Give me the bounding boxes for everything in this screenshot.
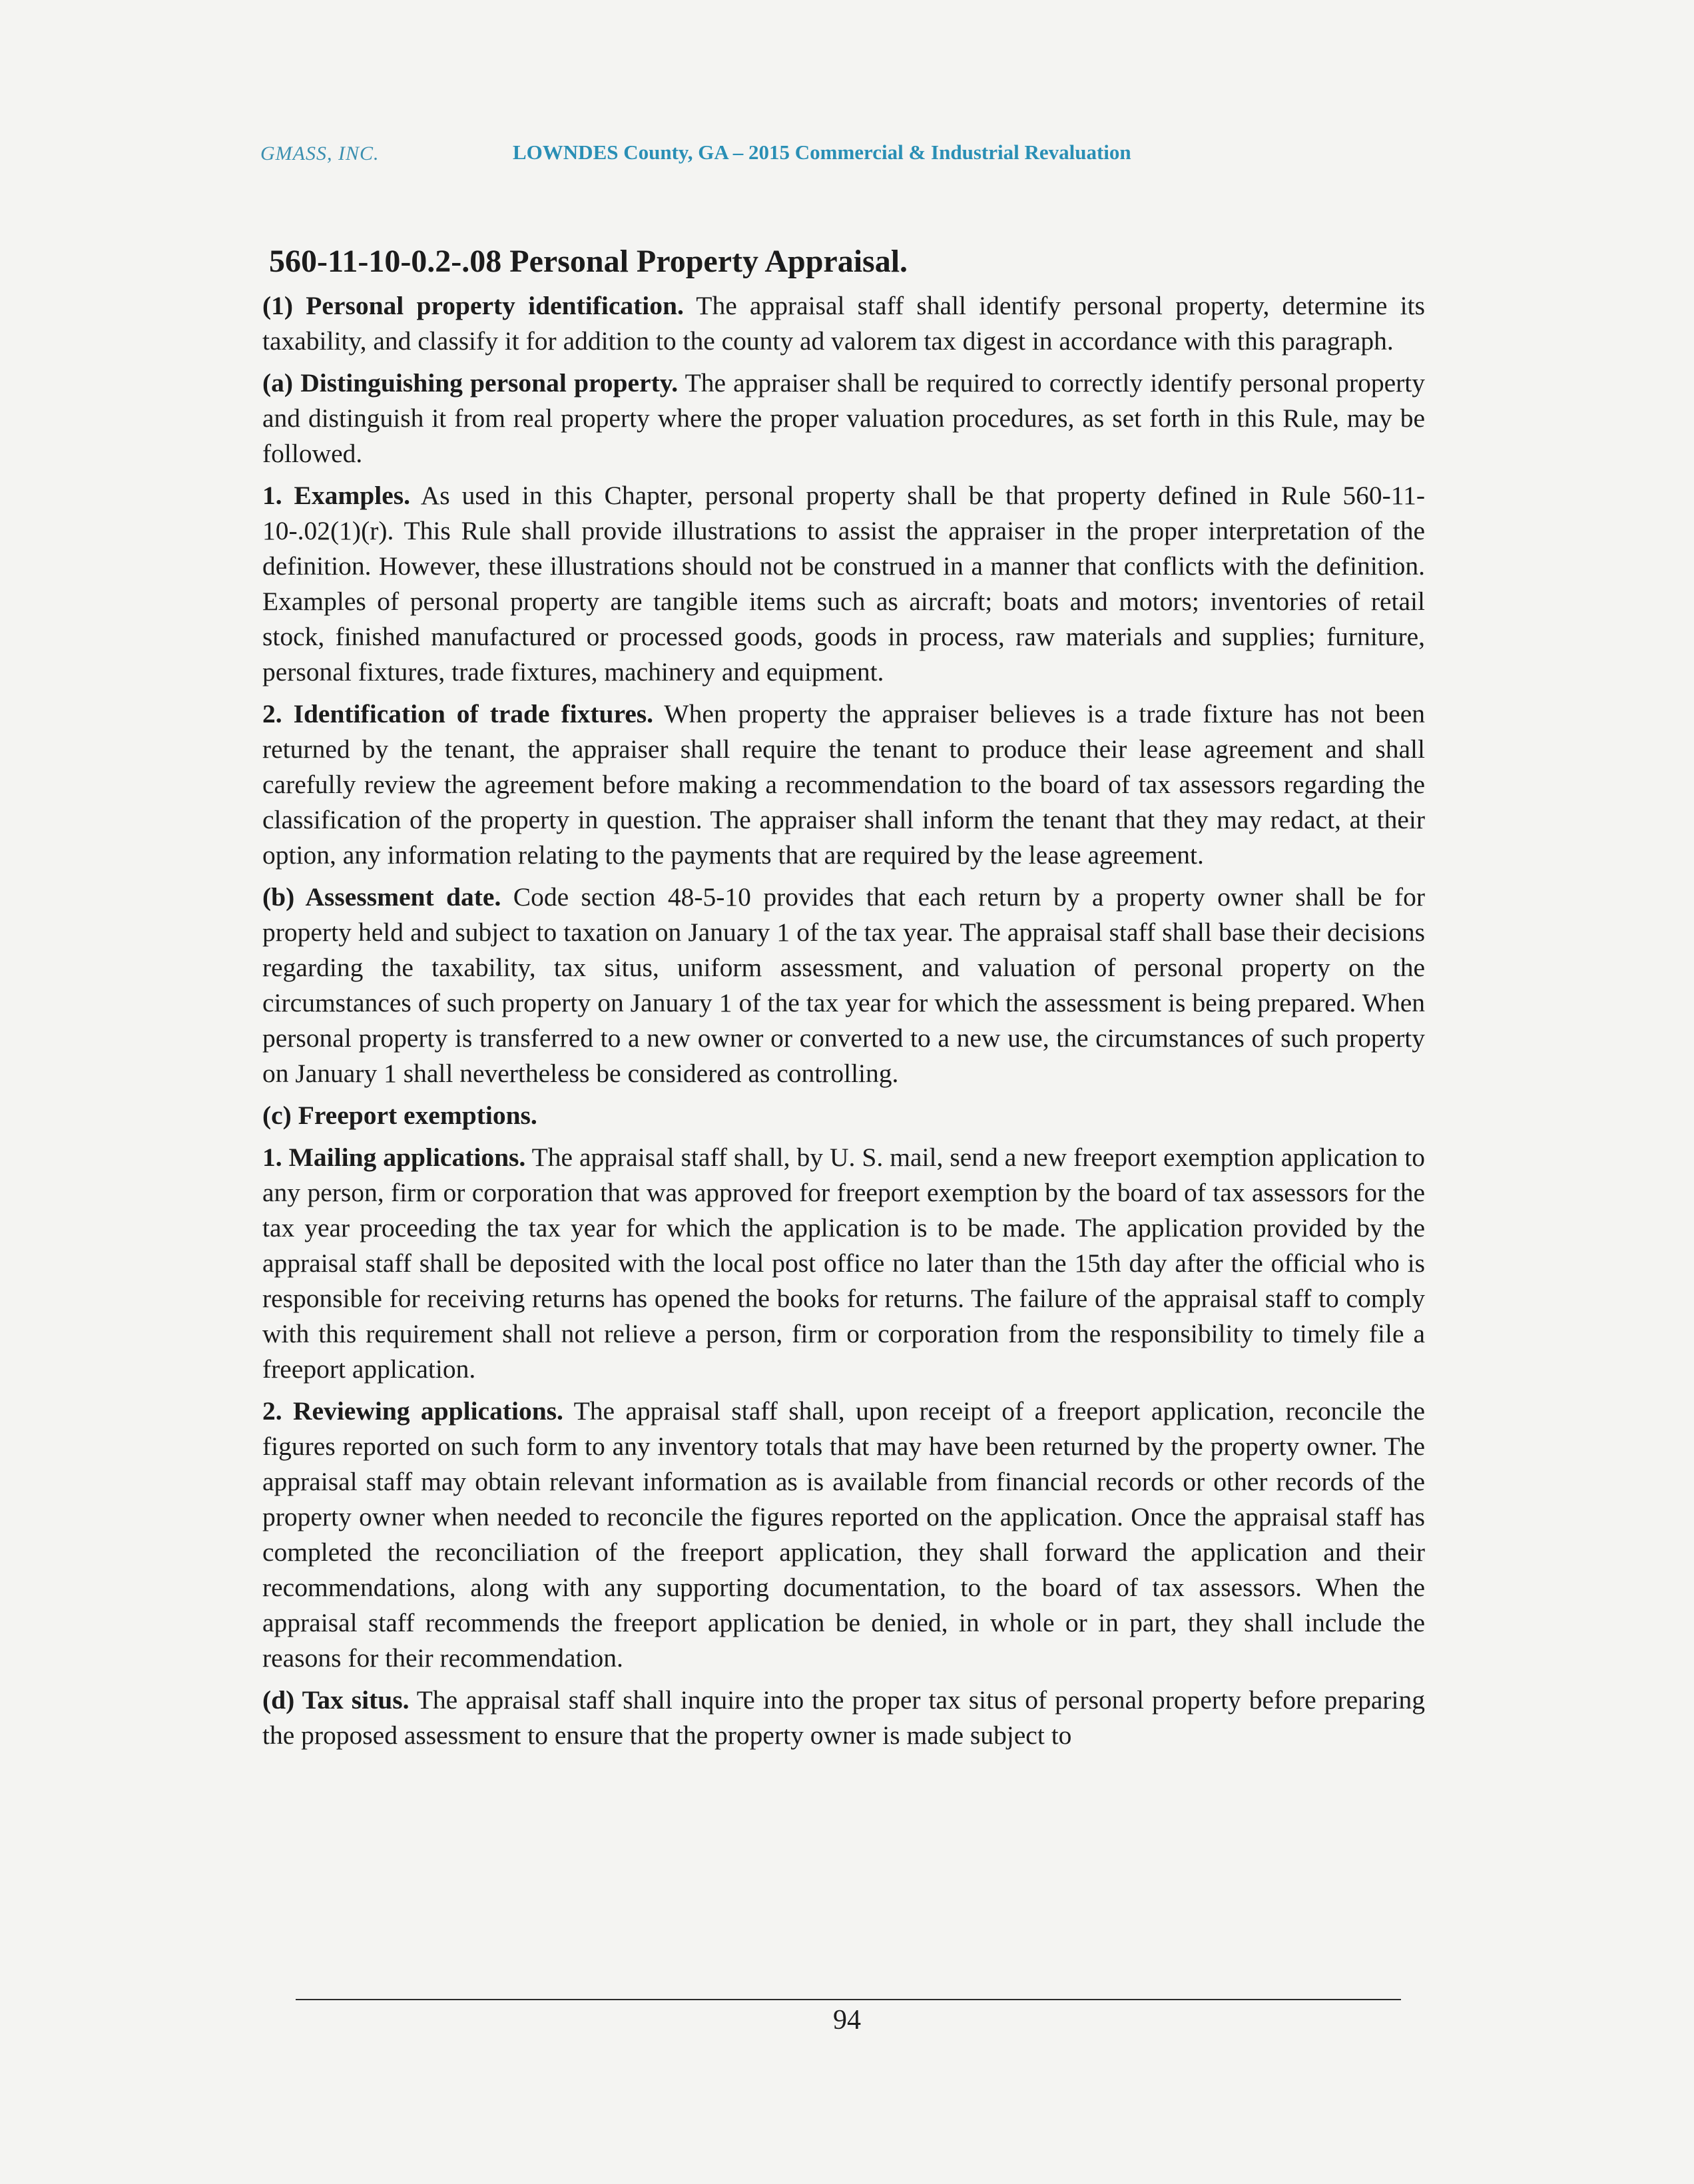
- paragraph-heading: 2. Reviewing applications.: [262, 1396, 563, 1426]
- header-company: GMASS, INC.: [260, 142, 380, 164]
- paragraph-text: As used in this Chapter, personal property shall be that property defined in Rule 560-11-10-.02(1)(r). This Rule shall provide illustrations to assist the appraiser in the proper interpretation of the definition. However, these illustrations should not be construed in a manner that conflicts with the definition. Examples of personal property are tangible items such as aircraft; boats and motors; inventories of retail stock, finished manufactured or processed goods, goods in process, raw materials and supplies; furniture, personal fixtures, trade fixtures, machinery and equipment.: [262, 481, 1425, 686]
- paragraph: [262, 696, 1425, 873]
- paragraph-text: The appraisal staff shall identify personal property, determine its taxability, and classify it for addition to the county ad valorem tax digest in accordance with this paragraph.: [262, 291, 1425, 356]
- footer-divider: [296, 1999, 1401, 2000]
- paragraph-text: The appraisal staff shall, by U. S. mail, send a new freeport exemption application to any person, firm or corporation that was approved for freeport exemption by the board of tax assessors for the tax year proceeding the tax year for which the application is to be made. The application provided by the appraisal staff shall be deposited with the local post office no later than the 15th day after the official who is responsible for receiving returns has opened the books for returns. The failure of the appraisal staff to comply with this requirement shall not relieve a person, firm or corporation from the responsibility to timely file a freeport application.: [262, 1143, 1425, 1384]
- paragraph: [262, 880, 1425, 1091]
- paragraph: [262, 1394, 1425, 1676]
- paragraph-heading: (c) Freeport exemptions.: [262, 1101, 537, 1130]
- header-project-title: LOWNDES County, GA – 2015 Commercial & Industrial Revaluation: [513, 140, 1131, 164]
- paragraph-heading: (b) Assessment date.: [262, 882, 501, 912]
- paragraph-heading: 1. Examples.: [262, 481, 411, 510]
- paragraph: [262, 1683, 1425, 1753]
- paragraph-text: When property the appraiser believes is a trade fixture has not been returned by the tenant, the appraiser shall require the tenant to produce their lease agreement and shall carefully review the agreement before making a recommendation to the board of tax assessors regarding the classification of the property in question. The appraiser shall inform the tenant that they may redact, at their option, any information relating to the payments that are required by the lease agreement.: [262, 699, 1425, 870]
- paragraph-heading: 2. Identification of trade fixtures.: [262, 699, 654, 728]
- paragraph-heading: (a) Distinguishing personal property.: [262, 368, 679, 398]
- paragraph-heading: (1) Personal property identification.: [262, 291, 684, 320]
- page-number: 94: [833, 2005, 861, 2036]
- paragraph-text: Code section 48-5-10 provides that each return by a property owner shall be for property held and subject to taxation on January 1 of the tax year. The appraisal staff shall base their decisions regarding the taxability, tax situs, uniform assessment, and valuation of personal property on the circumstances of such property on January 1 of the tax year for which the assessment is being prepared. When personal property is transferred to a new owner or converted to a new use, the circumstances of such property on January 1 shall nevertheless be considered as controlling.: [262, 882, 1425, 1088]
- paragraph-text: The appraiser shall be required to correctly identify personal property and distinguish it from real property where the proper valuation procedures, as set forth in this Rule, may be followed.: [262, 368, 1425, 468]
- paragraph-heading: (d) Tax situs.: [262, 1685, 410, 1715]
- paragraph: [262, 1140, 1425, 1387]
- paragraph: [262, 366, 1425, 471]
- paragraph: [262, 478, 1425, 690]
- paragraph-text: The appraisal staff shall, upon receipt of a freeport application, reconcile the figures reported on such form to any inventory totals that may have been returned by the property owner. The appraisal staff may obtain relevant information as is available from financial records or other records of the property owner when needed to reconcile the figures reported on the application. Once the appraisal staff has completed the reconciliation of the freeport application, they shall forward the application and their recommendations, along with any supporting documentation, to the board of tax assessors. When the appraisal staff recommends the freeport application be denied, in whole or in part, they shall include the reasons for their recommendation.: [262, 1396, 1425, 1673]
- paragraph: [262, 1098, 1425, 1133]
- paragraph-heading: 1. Mailing applications.: [262, 1143, 526, 1172]
- paragraph-text: The appraisal staff shall inquire into the proper tax situs of personal property before preparing the proposed assessment to ensure that the property owner is made subject to: [262, 1685, 1426, 1750]
- section-title: 560-11-10-0.2-.08 Personal Property Appraisal.: [269, 244, 908, 279]
- paragraph: [262, 288, 1425, 359]
- document-body: [262, 242, 1425, 1760]
